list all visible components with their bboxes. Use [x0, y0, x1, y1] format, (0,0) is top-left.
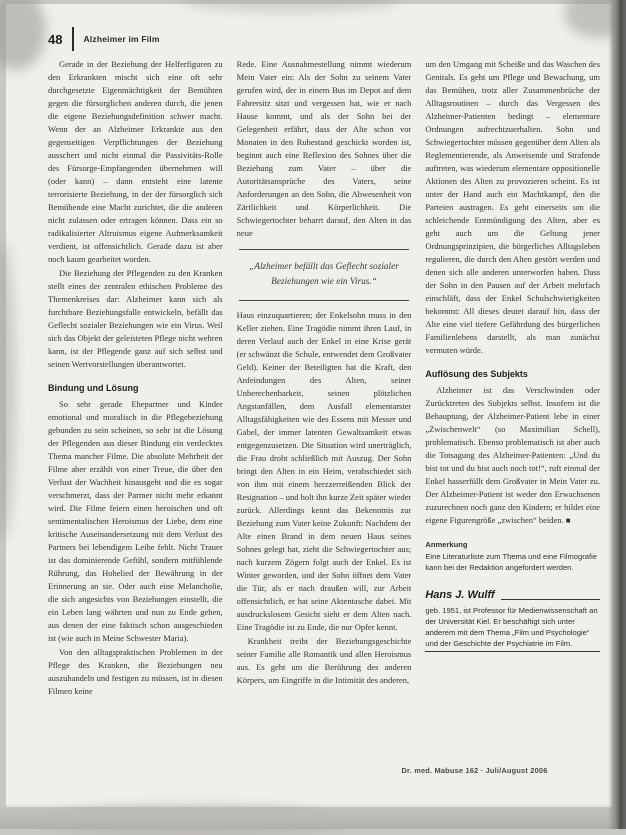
author-block [425, 589, 600, 652]
pull-quote: „Alzheimer befällt das Geflecht sozialer Beziehungen wie ein Virus.“ [239, 249, 410, 301]
end-of-article-marker: ■ [565, 516, 571, 525]
issue-footer: Dr. med. Mabuse 162 · Juli/August 2006 [401, 766, 548, 775]
column-1 [48, 58, 223, 780]
scan-shadow-bottom [0, 803, 626, 829]
annotation-block [425, 539, 600, 573]
annotation-text: Eine Literaturliste zum Thema und eine Filmografie kann bei der Redaktion angefordert werden. [425, 552, 597, 572]
author-rule [501, 599, 600, 600]
section-heading-aufloesung-des-subjekts: Auflösung des Subjekts [425, 369, 528, 379]
page-number: 48 [48, 31, 63, 47]
paragraph: Die Beziehung der Pflegenden zu den Kranken stellt eines der zentralen ethischen Probleme des Themenkreises dar: Alzheimer kann sich als furchtbare Beziehungsfalle entwickeln, befällt das Geflecht sozialer Beziehungen wie ein Virus. Weil sich das Objekt der geleisteten Pflege nicht wehren kann, ist der Pflegende ganz auf sich selbst und seinen Wertvorstellungen überantwortet. [48, 268, 223, 369]
annotation-heading: Anmerkung [425, 540, 468, 549]
author-name-row [425, 589, 600, 602]
author-bio: geb. 1951, ist Professor für Medienwissenschaft an der Universität Kiel. Er beschäftigt sich unter anderem mit dem Thema „Film und Psychologie“ und der Geschichte der Psychiatrie im Film. [425, 606, 598, 648]
page-header [48, 24, 600, 54]
header-divider [72, 27, 74, 51]
paragraph: Rede. Eine Ausnahmestellung nimmt wiederum Mein Vater ein: Als der Sohn zu seinem Vater gerufen wird, der in einem Bus im Depot auf dem Fahrersitz sitzt und vergessen hat, wie er nach Hause kommt, und als der Sohn bei der Gelegenheit erfährt, dass der Alte schon vor Monaten in den Ruhestand geschickt worden ist, beginnt auch eine Reflexion des Sohnes über die Beziehung zum Vater – über die Autoritätsansprüche des Vaters, seine Anforderungen an den Sohn, die Abwesenheit von Zärtlichkeit und Körperlichkeit. Die Schwiegertochter beharrt darauf, den Alten in das neue [236, 59, 412, 238]
running-head: Alzheimer im Film [83, 34, 160, 44]
paragraph: Haus einzuquartieren; der Enkelsohn muss in den Keller ziehen. Eine Tragödie nimmt ihren Lauf, in deren Verlauf auch der Enkel in eine Krise gerät (er schwänzt die Schule, entwendet dem Großvater Geld). Keiner der Beteiligten hat die Kraft, den Anfeindungen des Alten, seiner Unberechenbarkeit, seinen plötzlichen Angstanfällen, dem Ausfall elementarster Alltagsfähigkeiten wie des Essens mit Messer und Gabel, der immer latenten Gewaltsamkeit etwas entgegenzusetzen. Die Situation wird unerträglich, die Frau droht schließlich mit Auszug. Der Sohn bringt den Alten in ein Heim, verabschiedet sich von ihm mit einem herzzerreißenden Blick der Resignation – und holt ihn kurze Zeit später wieder zurück. Allerdings kennt das Bekenntnis zur Beziehung zum Vater keine Zukunft: Nachdem der Alte einen Brand in dem neuen Haus seines Sohnes gelegt hat, zieht die Schwiegertochter aus; nach kurzem Zögern folgt auch der Enkel. Es ist Winter geworden, und der Sohn öffnet dem Vater die Tür, als er nach draußen will, zur Arbeit offensichtlich, er hat seine Aktentasche dabei. Mit ausdruckslosem Gesicht sieht er dem Alten nach. Eine Tragödie ist zu Ende, die nur Opfer kennt. [236, 310, 412, 632]
author-end-rule [425, 651, 600, 652]
section-heading-bindung-und-loesung: Bindung und Lösung [48, 383, 139, 393]
paragraph: So sehr gerade Ehepartner und Kinder emotional und moralisch in die Pflegebeziehung gebunden zu sein scheinen, so sehr ist die Lösung der Pflegenden aus dieser Bindung ein verdecktes Thema mancher Filme. Die absolute Mehrheit der Filme aber erzählt von einer Treue, die über den Verlust der Wachheit hinausgeht und die es sogar verschmerzt, dass der Partner nicht mehr erkannt wird. Die Filme feiern einen heroischen und oft sentimentalischen Heroismus der Liebe, dem eine kritische Auseinandersetzung mit dem Verlust des Partners bei lebendigem Leibe fehlt. Nicht Trauer ist das dominierende Gefühl, sondern mitfühlende Rührung, das Hohelied der Bewährung in der Erinnerung an sie. Oder auch eine Melancholie, die sich angesichts von Beziehungen einstellt, die ein Leben lang währten und nun zu Ende gehen, aus denen der eine faktisch schon ausgeschieden ist (wie auch in Meine Schwester Maria). [48, 399, 223, 643]
column-2 [237, 58, 412, 780]
paragraph: Gerade in der Beziehung der Helferfiguren zu den Erkrankten mischt sich eine oft sehr durchgesetzte Eigenmächtigkeit der Bemühten gegen die fürsorglichen anderen durch, die jenen die eigene Beziehungsdefinition schwer macht. Wenn der an Alzheimer Erkrankte aus den gegenseitigen Verpflichtungen der Beziehung ausschert und nicht einmal die Passivitäts-Rolle des Fürsorge-Empfangenden übernehmen will (oder kann) – dann entsteht eine latente terrorisierte Beziehung, in der der fürsorglich sich Bemühende eine Macht zurichtet, die die anderen nicht zulassen oder ertragen können. Dass ein so radikalisierter Altruismus eigene Aufmerksamkeit verdient, ist offensichtlich. Gerade dazu ist aber noch kaum gearbeitet worden. [48, 59, 223, 264]
article-columns [48, 58, 600, 780]
paragraph-text: Alzheimer ist das Verschwinden oder Zurücktreten des Subjekts selbst. Insofern ist die Behauptung, der Alzheimer-Patient lebe in einer „Zwischenwelt“ (so Maximilian Schell), problematisch. Ebenso problematisch ist aber auch die Totsagung des Alzheimer-Patienten: „Und du bist tot und du bist auch noch tot!“, ruft einmal der Enkel hasserfüllt dem Großvater in Mein Vater zu. Der Alzheimer-Patient ist weder den Erwachsenen zuzurechnen noch ganz den Kindern; er bildet eine eigene Figurengröße „zwischen“ beiden. [425, 385, 601, 525]
paragraph [425, 384, 600, 527]
paragraph: Krankheit treibt der Beziehungsgeschichte seiner Familie alle Romantik und allen Heroismus aus. Es geht um die Berührung des anderen Körpers, um Eingriffe in die Intimität des anderen, [236, 636, 412, 685]
scanned-page [6, 4, 612, 807]
paragraph: um den Umgang mit Scheiße und das Waschen des Genitals. Es geht um Pflege und Bewachung, um das Bemühen, trotz aller Zusammenbrüche der Alltagsroutinen – durch das Vergessen des Alzheimer-Patienten bedingt – elementare Ordnungen aufrechtzuerhalten. Sohn und Schwiegertochter müssen gegenüber dem Alten als Reglementierende, als Anweisende und Strafende auftreten, was wiederum elementare oppositionelle Aktionen des Alten zu provozieren scheint. Es ist unter der Hand auch ein Machtkampf, den die Parteien austragen. Es geht einerseits um die schleichende Entmündigung des Alten, aber es geht auch um die Geltung jener Ordnungsprinzipien, die bürgerliches Alltagsleben regulieren, die durch den Alten gestört werden und denen sich alle anderen unterworfen haben. Dass der Sohn in den Pausen auf der Arbeit mehrfach einschläft, dass der Enkel Schulschwierigkeiten bekommt: All dieses deutet darauf hin, dass der Alte eine viel tiefere Gefährdung des bürgerlichen Familienlebens darstellt, als man zunächst vermuten würde. [425, 59, 601, 355]
scan-shadow-right [608, 0, 626, 829]
column-3 [425, 58, 600, 780]
page-content [48, 24, 600, 780]
author-name: Hans J. Wulff [425, 589, 495, 601]
paragraph: Von den alltagspraktischen Problemen in der Pflege des Kranken, die Beziehungen neu auszuhandeln und festigen zu müssen, ist in diesen Filmen keine [48, 647, 223, 696]
